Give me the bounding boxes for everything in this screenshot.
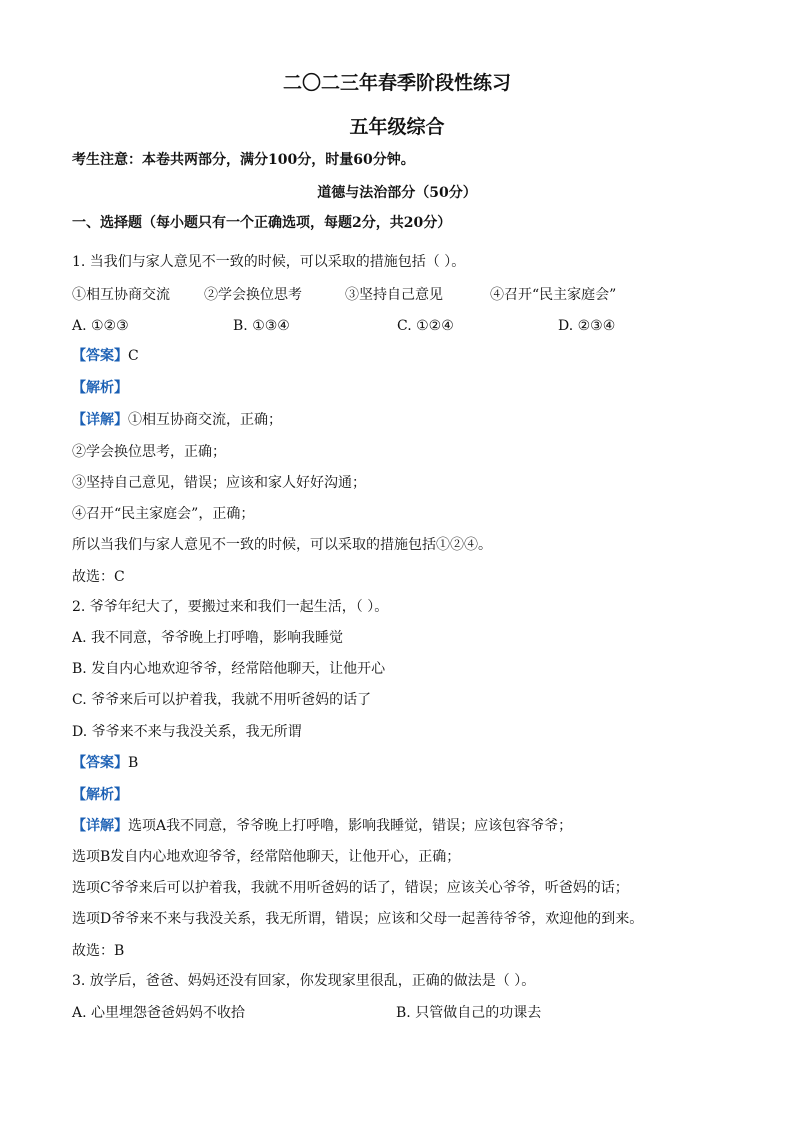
q1-analysis-label: 【解析】	[72, 380, 128, 396]
part-title: 道德与法治部分（50分）	[317, 185, 477, 201]
q1-choice-a: A. ①②③	[72, 318, 129, 334]
q3-stem: 3. 放学后，爸爸、妈妈还没有回家，你发现家里很乱，正确的做法是（ ）。	[72, 973, 536, 989]
q2-option-c: C. 爷爷来后可以护着我，我就不用听爸妈的话了	[72, 692, 372, 708]
detail-label: 【详解】	[72, 818, 128, 834]
q1-item: ④召开“民主家庭会”	[490, 287, 617, 303]
q1-detail-line: ④召开“民主家庭会”，正确；	[72, 506, 255, 522]
section-heading: 一、选择题（每小题只有一个正确选项，每题2分，共20分）	[72, 215, 452, 231]
page-title: 二〇二三年春季阶段性练习	[282, 72, 511, 94]
q2-answer	[72, 753, 138, 773]
q2-option-a: A. 我不同意，爷爷晚上打呼噜，影响我睡觉	[72, 630, 344, 646]
q1-choice-b: B. ①③④	[233, 318, 290, 334]
q3-option-a: A. 心里埋怨爸爸妈妈不收拾	[72, 1005, 246, 1021]
q2-option-b: B. 发自内心地欢迎爷爷，经常陪他聊天，让他开心	[72, 661, 386, 677]
q1-choice-c: C. ①②④	[397, 318, 454, 334]
q2-analysis-label: 【解析】	[72, 787, 128, 803]
q2-detail-line: 选项B发自内心地欢迎爷爷，经常陪他聊天，让他开心，正确；	[72, 849, 461, 865]
q1-detail-line: 所以当我们与家人意见不一致的时候，可以采取的措施包括①②④。	[72, 537, 492, 553]
q2-option-d: D. 爷爷来不来与我没关系，我无所谓	[72, 724, 302, 740]
q2-detail-line: 选项D爷爷来不来与我没关系，我无所谓，错误；应该和父母一起善待爷爷，欢迎他的到来。	[72, 911, 644, 927]
q1-item: ②学会换位思考	[204, 287, 302, 303]
q1-conclusion: 故选：C	[72, 569, 125, 585]
q1-choice-d: D. ②③④	[558, 318, 616, 334]
q2-conclusion: 故选：B	[72, 943, 125, 959]
exam-notice: 考生注意：本卷共两部分，满分100分，时量60分钟。	[72, 152, 415, 168]
q1-answer	[72, 346, 139, 366]
q1-detail-line: ②学会换位思考，正确；	[72, 444, 226, 460]
answer-label: 【答案】	[72, 348, 128, 364]
answer-value: C	[128, 348, 139, 364]
q1-item: ①相互协商交流	[72, 287, 170, 303]
detail-label: 【详解】	[72, 412, 128, 428]
q1-detail-line: ③坚持自己意见，错误；应该和家人好好沟通；	[72, 475, 366, 491]
q1-detail-line: 【详解】①相互协商交流，正确；	[72, 412, 282, 428]
answer-label: 【答案】	[72, 755, 128, 771]
q3-option-b: B. 只管做自己的功课去	[396, 1005, 542, 1021]
q2-detail-line: 选项C爷爷来后可以护着我，我就不用听爸妈的话了，错误；应该关心爷爷，听爸妈的话；	[72, 880, 629, 896]
q1-stem: 1. 当我们与家人意见不一致的时候，可以采取的措施包括（ ）。	[72, 254, 466, 270]
q2-detail-line: 【详解】选项A我不同意，爷爷晚上打呼噜，影响我睡觉，错误；应该包容爷爷；	[72, 818, 573, 834]
q1-item: ③坚持自己意见	[345, 287, 443, 303]
answer-value: B	[128, 755, 139, 771]
q2-stem: 2. 爷爷年纪大了，要搬过来和我们一起生活，（ ）。	[72, 599, 389, 615]
page-subtitle: 五年级综合	[349, 116, 445, 138]
